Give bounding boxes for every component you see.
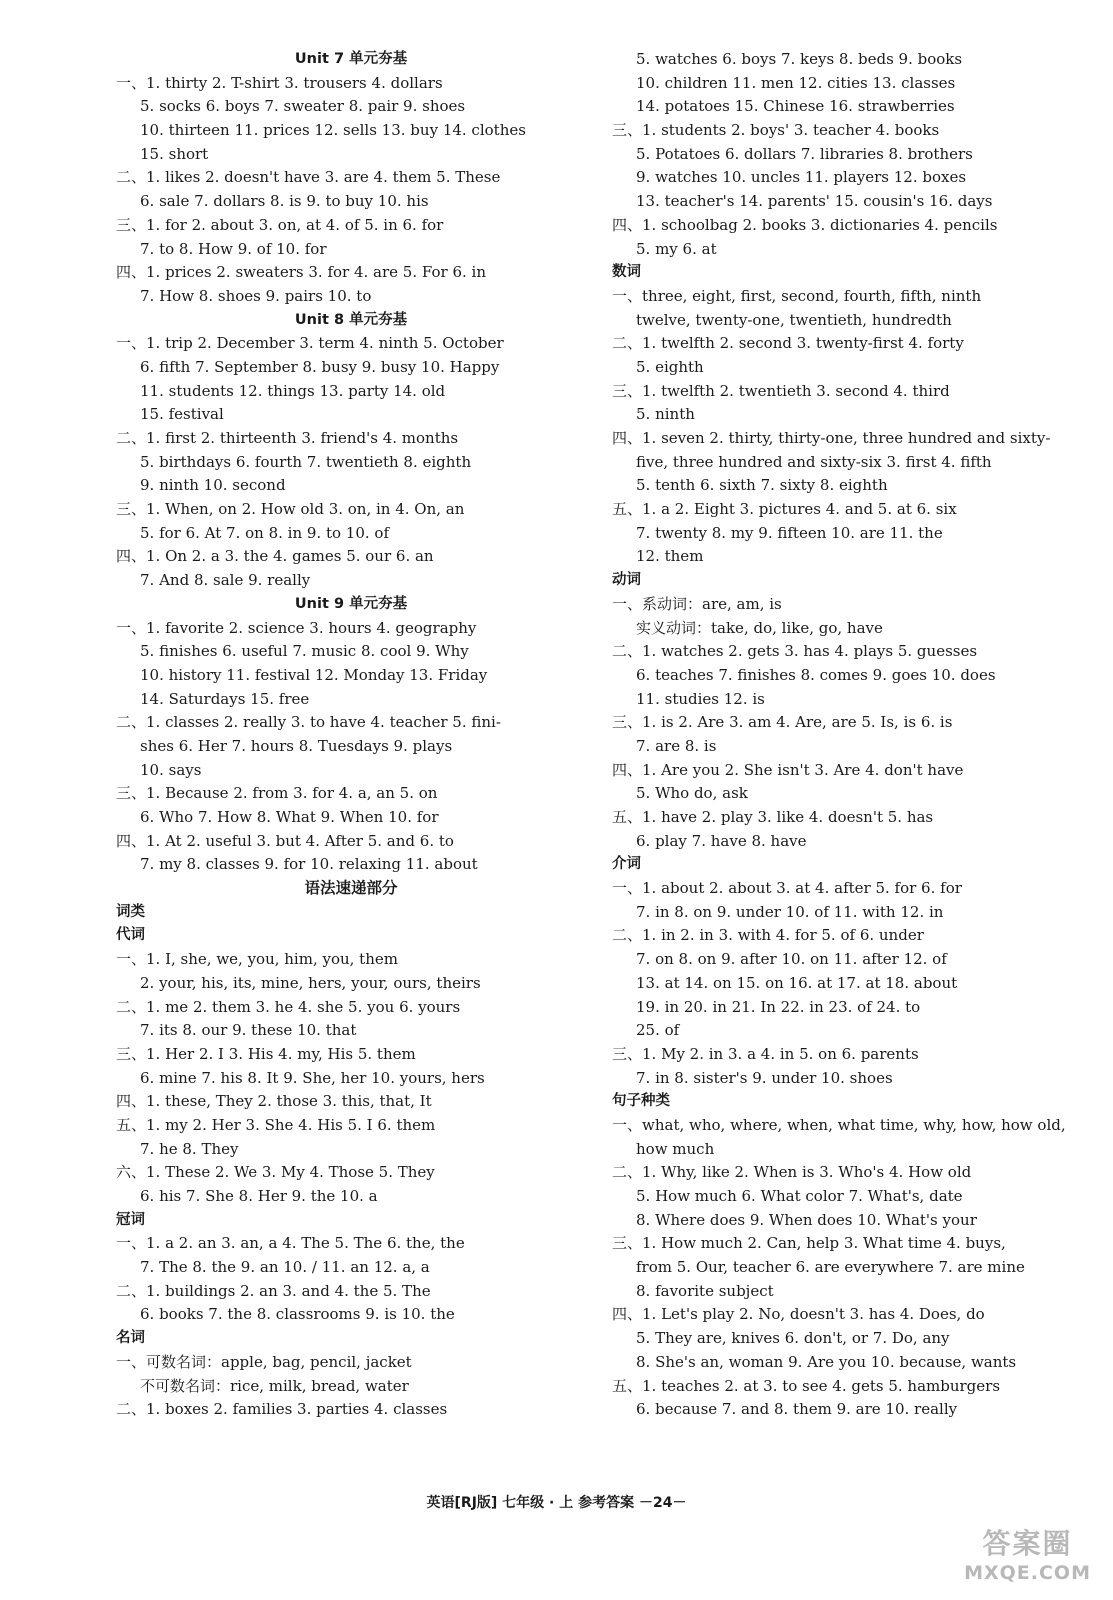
answer-line: 7. to 8. How 9. of 10. for bbox=[140, 239, 327, 258]
answer-line: 三、1. When, on 2. How old 3. on, in 4. On, an bbox=[116, 500, 465, 519]
answer-line: 19. in 20. in 21. In 22. in 23. of 24. to bbox=[636, 997, 921, 1016]
answer-line: 二、1. first 2. thirteenth 3. friend's 4. months bbox=[116, 429, 459, 447]
category-heading: 词类 bbox=[116, 903, 145, 920]
answer-line: 10. says bbox=[140, 760, 202, 779]
answer-line: 7. in 8. on 9. under 10. of 11. with 12. in bbox=[636, 902, 944, 921]
answer-line: 三、1. for 2. about 3. on, at 4. of 5. in 6. for bbox=[116, 215, 444, 234]
answer-column-right bbox=[612, 48, 1066, 1422]
answer-line: 二、1. watches 2. gets 3. has 4. plays 5. guesses bbox=[612, 642, 978, 661]
page-footer: 英语[RJ版] 七年级 · 上 参考答案 －24－ bbox=[426, 1495, 687, 1511]
answer-line: shes 6. Her 7. hours 8. Tuesdays 9. plays bbox=[140, 736, 453, 755]
unit-title: Unit 8 单元夯基 bbox=[294, 311, 408, 328]
answer-line: 5. finishes 6. useful 7. music 8. cool 9. Why bbox=[140, 642, 469, 661]
answer-line: 三、1. Because 2. from 3. for 4. a, an 5. on bbox=[116, 784, 438, 803]
answer-line: 二、1. Why, like 2. When is 3. Who's 4. How old bbox=[612, 1163, 972, 1182]
answer-line: 13. at 14. on 15. on 16. at 17. at 18. about bbox=[636, 973, 958, 992]
category-heading: 冠词 bbox=[116, 1211, 145, 1228]
answer-line: 一、1. I, she, we, you, him, you, them bbox=[116, 950, 398, 969]
answer-line: 8. She's an, woman 9. Are you 10. because, wants bbox=[636, 1352, 1017, 1371]
answer-line: 四、1. At 2. useful 3. but 4. After 5. and 6. to bbox=[116, 831, 454, 850]
answer-line: 五、1. my 2. Her 3. She 4. His 5. I 6. them bbox=[116, 1115, 436, 1134]
answer-line: 一、three, eight, first, second, fourth, fifth, ninth bbox=[612, 286, 982, 305]
answer-line: 5. tenth 6. sixth 7. sixty 8. eighth bbox=[636, 476, 888, 495]
category-heading: 动词 bbox=[612, 572, 641, 589]
answer-line: 8. Where does 9. When does 10. What's your bbox=[636, 1210, 977, 1229]
section-title: 语法速递部分 bbox=[304, 879, 398, 898]
answer-line: from 5. Our, teacher 6. are everywhere 7. are mine bbox=[636, 1258, 1025, 1277]
answer-line: 11. studies 12. is bbox=[636, 689, 765, 708]
category-heading: 名词 bbox=[116, 1330, 145, 1347]
answer-line: 6. Who 7. How 8. What 9. When 10. for bbox=[140, 808, 439, 826]
answer-line: 三、1. How much 2. Can, help 3. What time 4. buys, bbox=[612, 1234, 1006, 1253]
answer-line: 7. in 8. sister's 9. under 10. shoes bbox=[636, 1068, 893, 1087]
answer-line: 实义动词：take, do, like, go, have bbox=[636, 618, 883, 637]
answer-line: 13. teacher's 14. parents' 15. cousin's 16. days bbox=[636, 192, 993, 211]
answer-line: 14. Saturdays 15. free bbox=[140, 689, 310, 708]
answer-line: 8. favorite subject bbox=[636, 1281, 774, 1300]
answer-line: 9. watches 10. uncles 11. players 12. boxes bbox=[636, 168, 967, 187]
answer-line: 2. your, his, its, mine, hers, your, ours, theirs bbox=[140, 973, 481, 992]
answer-line: 一、what, who, where, when, what time, why, how, how old, bbox=[612, 1115, 1066, 1134]
answer-line: 10. history 11. festival 12. Monday 13. Friday bbox=[140, 665, 488, 684]
answer-line: 5. eighth bbox=[636, 357, 704, 376]
answer-line: 7. my 8. classes 9. for 10. relaxing 11. about bbox=[140, 855, 478, 874]
answer-line: 五、1. a 2. Eight 3. pictures 4. and 5. at 6. six bbox=[612, 500, 957, 519]
answer-line: 四、1. Are you 2. She isn't 3. Are 4. don't have bbox=[612, 760, 964, 779]
answer-line: 二、1. buildings 2. an 3. and 4. the 5. The bbox=[116, 1281, 431, 1300]
answer-line: 5. birthdays 6. fourth 7. twentieth 8. eighth bbox=[140, 452, 472, 471]
answer-line: how much bbox=[636, 1139, 715, 1158]
answer-line: 5. ninth bbox=[636, 405, 695, 424]
answer-line: 7. he 8. They bbox=[140, 1139, 239, 1158]
answer-line: 6. fifth 7. September 8. busy 9. busy 10. Happy bbox=[140, 357, 500, 376]
answer-line: 9. ninth 10. second bbox=[140, 476, 286, 495]
answer-line: 四、1. these, They 2. those 3. this, that, It bbox=[116, 1092, 432, 1111]
answer-line: 四、1. prices 2. sweaters 3. for 4. are 5. For 6. in bbox=[116, 263, 486, 282]
answer-line: 四、1. schoolbag 2. books 3. dictionaries 4. pencils bbox=[612, 215, 998, 234]
answer-line: 二、1. likes 2. doesn't have 3. are 4. them 5. These bbox=[116, 168, 501, 187]
unit-title: Unit 9 单元夯基 bbox=[294, 595, 408, 612]
category-heading: 介词 bbox=[612, 856, 641, 873]
answer-line: 不可数名词：rice, milk, bread, water bbox=[140, 1376, 409, 1395]
category-heading: 句子种类 bbox=[612, 1093, 670, 1110]
answer-line: 二、1. classes 2. really 3. to have 4. teacher 5. fini- bbox=[116, 713, 501, 732]
answer-line: 一、系动词：are, am, is bbox=[612, 594, 782, 613]
answer-line: 四、1. On 2. a 3. the 4. games 5. our 6. an bbox=[116, 547, 434, 566]
answer-line: 15. short bbox=[140, 144, 209, 163]
answer-line: 5. Potatoes 6. dollars 7. libraries 8. brothers bbox=[636, 144, 973, 163]
answer-line: 六、1. These 2. We 3. My 4. Those 5. They bbox=[116, 1163, 435, 1182]
answer-line: 一、1. thirty 2. T-shirt 3. trousers 4. dollars bbox=[116, 73, 443, 92]
answer-line: 一、1. favorite 2. science 3. hours 4. geography bbox=[116, 618, 477, 637]
watermark bbox=[964, 1522, 1091, 1584]
answer-line: 5. socks 6. boys 7. sweater 8. pair 9. shoes bbox=[140, 97, 466, 116]
answer-line: 一、1. about 2. about 3. at 4. after 5. for 6. for bbox=[612, 879, 962, 898]
answer-line: five, three hundred and sixty-six 3. first 4. fifth bbox=[636, 452, 992, 471]
watermark-url: MXQE.COM bbox=[964, 1562, 1091, 1584]
answer-line: 5. They are, knives 6. don't, or 7. Do, any bbox=[636, 1329, 950, 1348]
category-heading: 代词 bbox=[116, 927, 145, 944]
answer-line: 10. children 11. men 12. cities 13. classes bbox=[636, 73, 956, 92]
answer-line: twelve, twenty-one, twentieth, hundredth bbox=[636, 310, 952, 329]
answer-line: 5. my 6. at bbox=[636, 239, 717, 258]
answer-line: 一、可数名词：apple, bag, pencil, jacket bbox=[116, 1352, 412, 1371]
answer-line: 11. students 12. things 13. party 14. old bbox=[140, 381, 446, 400]
answer-line: 7. its 8. our 9. these 10. that bbox=[140, 1021, 357, 1040]
answer-line: 7. twenty 8. my 9. fifteen 10. are 11. the bbox=[636, 523, 943, 542]
answer-line: 15. festival bbox=[140, 405, 224, 424]
answer-line: 二、1. in 2. in 3. with 4. for 5. of 6. under bbox=[612, 926, 924, 945]
watermark-logo: 答案圈 bbox=[982, 1527, 1073, 1560]
answer-line: 25. of bbox=[636, 1021, 680, 1040]
answer-line: 6. his 7. She 8. Her 9. the 10. a bbox=[140, 1187, 378, 1205]
answer-line: 6. sale 7. dollars 8. is 9. to buy 10. his bbox=[140, 192, 429, 211]
answer-line: 7. The 8. the 9. an 10. / 11. an 12. a, a bbox=[140, 1258, 430, 1277]
category-heading: 数词 bbox=[612, 264, 641, 281]
answer-line: 一、1. trip 2. December 3. term 4. ninth 5. October bbox=[116, 334, 504, 353]
answer-line: 三、1. is 2. Are 3. am 4. Are, are 5. Is, is 6. is bbox=[612, 713, 953, 732]
answer-line: 7. And 8. sale 9. really bbox=[140, 571, 311, 590]
answer-line: 5. watches 6. boys 7. keys 8. beds 9. books bbox=[636, 50, 963, 68]
answer-line: 12. them bbox=[636, 547, 704, 566]
answer-line: 5. for 6. At 7. on 8. in 9. to 10. of bbox=[140, 523, 390, 542]
answer-line: 四、1. Let's play 2. No, doesn't 3. has 4. Does, do bbox=[612, 1305, 985, 1324]
answer-line: 五、1. have 2. play 3. like 4. doesn't 5. has bbox=[612, 808, 934, 826]
unit-title: Unit 7 单元夯基 bbox=[294, 51, 408, 67]
answer-line: 五、1. teaches 2. at 3. to see 4. gets 5. hamburgers bbox=[612, 1376, 1001, 1395]
answer-line: 三、1. My 2. in 3. a 4. in 5. on 6. parents bbox=[612, 1044, 919, 1063]
answer-line: 5. Who do, ask bbox=[636, 784, 748, 803]
answer-line: 5. How much 6. What color 7. What's, date bbox=[636, 1187, 963, 1205]
answer-line: 一、1. a 2. an 3. an, a 4. The 5. The 6. the, the bbox=[116, 1234, 465, 1253]
answer-line: 三、1. twelfth 2. twentieth 3. second 4. third bbox=[612, 381, 950, 400]
answer-line: 四、1. seven 2. thirty, thirty-one, three hundred and sixty- bbox=[612, 429, 1051, 447]
answer-line: 7. How 8. shoes 9. pairs 10. to bbox=[140, 286, 372, 305]
answer-line: 二、1. twelfth 2. second 3. twenty-first 4. forty bbox=[612, 334, 964, 353]
answer-line: 三、1. Her 2. I 3. His 4. my, His 5. them bbox=[116, 1044, 416, 1063]
answer-line: 二、1. boxes 2. families 3. parties 4. classes bbox=[116, 1400, 448, 1419]
answer-line: 6. mine 7. his 8. It 9. She, her 10. yours, hers bbox=[140, 1068, 485, 1087]
answer-line: 6. play 7. have 8. have bbox=[636, 831, 807, 850]
answer-line: 7. on 8. on 9. after 10. on 11. after 12. of bbox=[636, 950, 947, 969]
answer-line: 三、1. students 2. boys' 3. teacher 4. books bbox=[612, 121, 940, 140]
answer-line: 6. teaches 7. finishes 8. comes 9. goes 10. does bbox=[636, 665, 996, 684]
answer-column-left bbox=[116, 48, 586, 1422]
answer-line: 7. are 8. is bbox=[636, 736, 717, 755]
answer-line: 二、1. me 2. them 3. he 4. she 5. you 6. yours bbox=[116, 997, 461, 1016]
answer-line: 6. books 7. the 8. classrooms 9. is 10. the bbox=[140, 1305, 455, 1324]
answer-line: 14. potatoes 15. Chinese 16. strawberries bbox=[636, 97, 955, 116]
answer-line: 6. because 7. and 8. them 9. are 10. really bbox=[636, 1400, 958, 1419]
answer-line: 10. thirteen 11. prices 12. sells 13. buy 14. clothes bbox=[140, 121, 526, 140]
